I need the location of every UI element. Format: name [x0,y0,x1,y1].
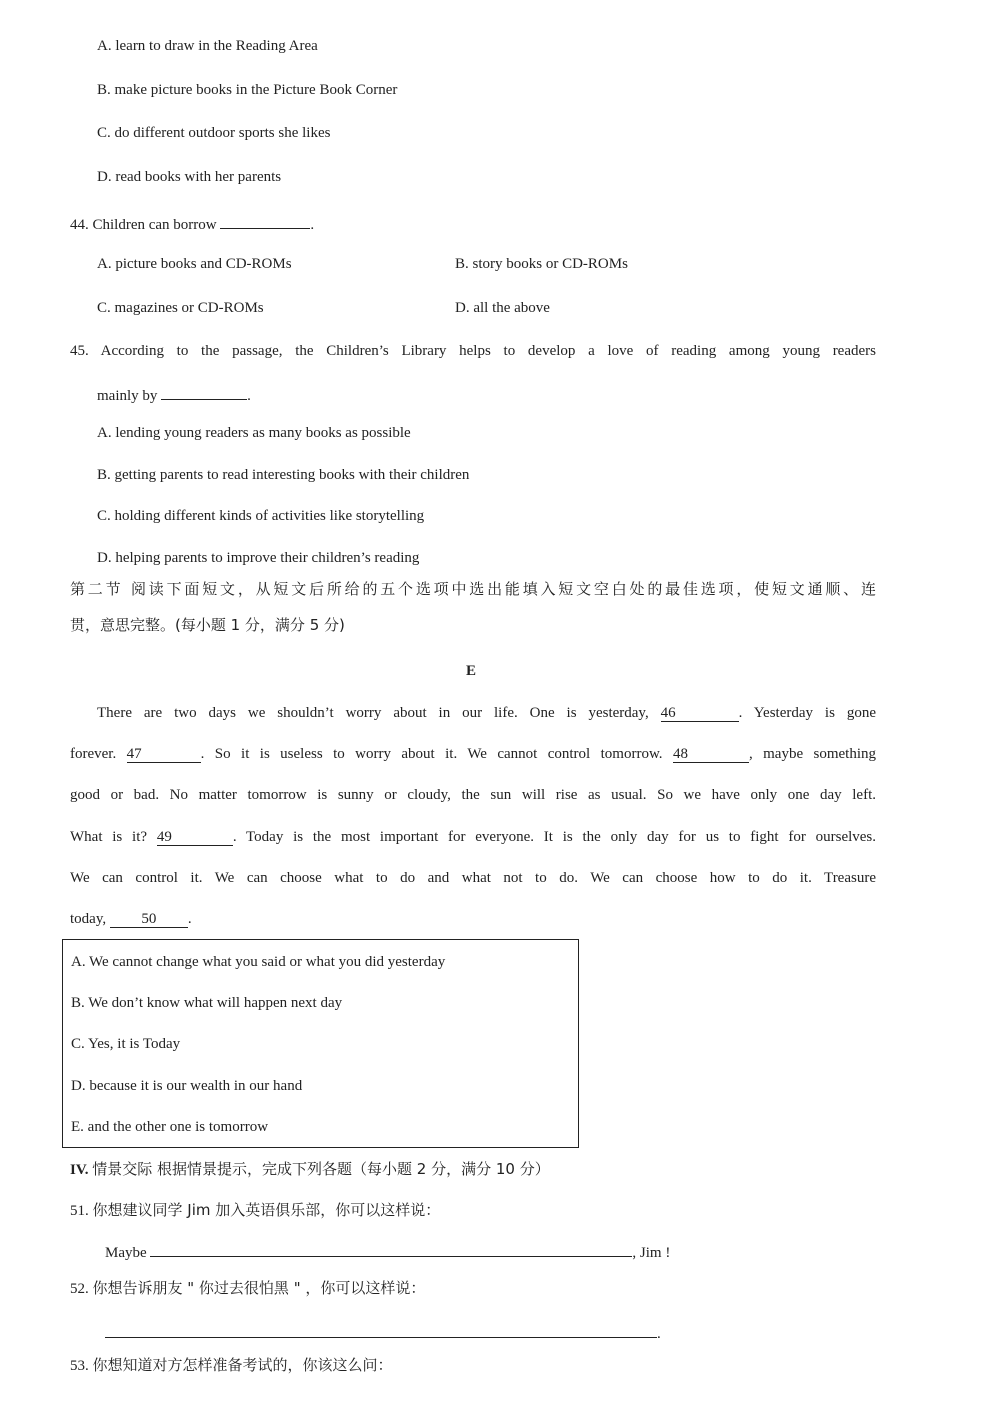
choices-box [62,939,579,1148]
q52-number: 52. [70,1281,89,1297]
q44-stem-text: 44. Children can borrow [70,217,217,233]
passage-line-5: We can control it. We can choose what to do and what not to do. We can choose how to do it. Treasure [70,870,876,886]
q44-option-b: B. story books or CD-ROMs [455,256,628,272]
section4-heading-text: 情景交际 根据情景提示，完成下列各题（每小题 2 分，满分 10 分） [92,1160,550,1178]
blank-50[interactable] [110,910,188,928]
passage-line-2 [70,744,876,764]
q43-option-b: B. make picture books in the Picture Book Corner [97,82,398,98]
q51-answer-suffix: , Jim ! [632,1245,671,1261]
passage-text: . [187,911,192,927]
q51-prompt [70,1200,440,1221]
blank-49[interactable] [157,828,233,846]
section4-heading-number: IV. [70,1162,89,1178]
section4-heading [70,1159,550,1180]
q45-option-a: A. lending young readers as many books as possible [97,425,411,441]
blank-48-number: 48 [672,746,688,762]
passage-text: forever. [70,746,117,762]
q45-stem-line1: 45. According to the passage, the Children’s Library helps to develop a love of reading among young readers [70,343,876,359]
passage-text: What is it? [70,829,148,845]
passage-text: . Yesterday is gone [738,705,876,721]
q51-prompt-text: 你想建议同学 Jim 加入英语俱乐部，你可以这样说： [92,1201,441,1219]
q43-option-c: C. do different outdoor sports she likes [97,125,331,141]
passage-line-6 [70,909,192,929]
q51-answer-line [105,1239,670,1263]
q52-prompt [70,1278,425,1299]
section2-instruction-line1: 第二节 阅读下面短文，从短文后所给的五个选项中选出能填入短文空白处的最佳选项，使短文通顺、连 [70,580,876,598]
passage-text: today, [70,911,107,927]
q44-option-a: A. picture books and CD-ROMs [97,256,292,272]
passage-line-4 [70,827,876,847]
q45-option-d: D. helping parents to improve their children’s reading [97,550,420,566]
q52-answer-suffix: . [657,1326,661,1342]
q45-option-b: B. getting parents to read interesting books with their children [97,467,470,483]
blank-50-number: 50 [141,911,157,927]
passage-text: . Today is the most important for everyone. It is the only day for us to fight for ourselves. [232,829,877,845]
q52-answer-line [105,1320,661,1344]
q51-answer-blank[interactable] [150,1239,632,1257]
choice-b: B. We don’t know what will happen next day [71,995,343,1011]
q52-answer-blank[interactable] [105,1320,657,1338]
q44-answer-blank[interactable] [220,211,310,229]
q44-stem-end: . [310,217,315,233]
q44-option-d: D. all the above [455,300,550,316]
passage-text: . So it is useless to worry about it. We cannot control tomorrow. [200,746,663,762]
choice-d: D. because it is our wealth in our hand [71,1078,303,1094]
q44-option-c: C. magazines or CD-ROMs [97,300,264,316]
q53-prompt-text: 你想知道对方怎样准备考试的，你该这么问： [92,1356,393,1374]
blank-47[interactable] [127,745,201,763]
q44-stem [70,211,314,235]
q53-prompt [70,1355,393,1376]
choice-c: C. Yes, it is Today [71,1036,181,1052]
q45-stem-line2 [97,382,251,406]
q45-option-c: C. holding different kinds of activities like storytelling [97,508,425,524]
q52-prompt-text: 你想告诉朋友 " 你过去很怕黑 " ，你可以这样说： [92,1279,426,1297]
blank-46[interactable] [661,704,739,722]
blank-48[interactable] [673,745,749,763]
passage-line-3: good or bad. No matter tomorrow is sunny or cloudy, the sun will rise as usual. So we have only one day left. [70,787,876,803]
q45-stem-text: mainly by [97,388,158,404]
passage-text: , maybe something [748,746,877,762]
passage-title: E [466,663,477,679]
blank-49-number: 49 [156,829,172,845]
section2-instruction-line2: 贯，意思完整。(每小题 1 分，满分 5 分) [70,616,345,634]
q45-stem-end: . [247,388,251,404]
passage-text: There are two days we shouldn’t worry about in our life. One is yesterday, [97,705,649,721]
q51-number: 51. [70,1203,89,1219]
q53-number: 53. [70,1358,89,1374]
q51-answer-prefix: Maybe [105,1245,147,1261]
q43-option-d: D. read books with her parents [97,169,282,185]
passage-line-1 [97,703,876,723]
q43-option-a: A. learn to draw in the Reading Area [97,38,318,54]
choice-a: A. We cannot change what you said or what you did yesterday [71,954,446,970]
q45-answer-blank[interactable] [161,382,247,400]
blank-47-number: 47 [126,746,142,762]
choice-e: E. and the other one is tomorrow [71,1119,269,1135]
blank-46-number: 46 [660,705,676,721]
